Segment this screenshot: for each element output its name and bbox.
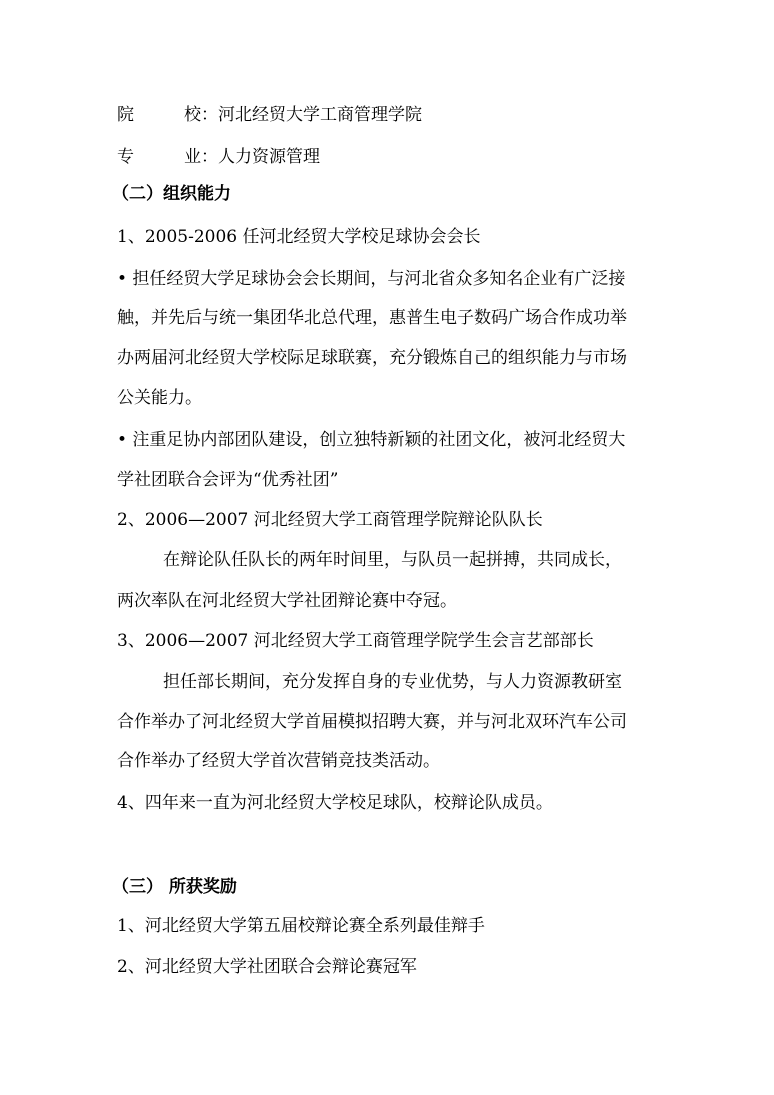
section2-heading: （二）组织能力 xyxy=(112,184,231,204)
section2-line: 办两届河北经贸大学校际足球联赛，充分锻炼自己的组织能力与市场 xyxy=(117,348,627,368)
section2-line: 1、2005-2006 任河北经贸大学校足球协会会长 xyxy=(117,227,481,247)
section2-line: 3、2006—2007 河北经贸大学工商管理学院学生会言艺部部长 xyxy=(117,631,594,651)
section2-line: • 注重足协内部团队建设，创立独特新颖的社团文化，被河北经贸大 xyxy=(117,430,626,450)
school-label-char2: 校： xyxy=(184,105,218,125)
section2-line: 学社团联合会评为“优秀社团” xyxy=(117,470,339,490)
major-value: 人力资源管理 xyxy=(218,147,320,167)
section2-line: 在辩论队任队长的两年时间里，与队员一起拼搏，共同成长， xyxy=(163,550,622,570)
school-value: 河北经贸大学工商管理学院 xyxy=(218,105,422,125)
section2-line: 2、2006—2007 河北经贸大学工商管理学院辩论队队长 xyxy=(117,510,543,530)
section2-line: 合作举办了河北经贸大学首届模拟招聘大赛，并与河北双环汽车公司 xyxy=(117,712,627,732)
section2-line: 担任部长期间，充分发挥自身的专业优势，与人力资源教研室 xyxy=(163,672,622,692)
major-row xyxy=(117,146,320,168)
section2-line: 合作举办了经贸大学首次营销竞技类活动。 xyxy=(117,751,440,771)
school-row xyxy=(117,104,422,126)
major-label-char2: 业： xyxy=(184,147,218,167)
section2-line: 公关能力。 xyxy=(117,388,202,408)
section3-heading: （三） 所获奖励 xyxy=(112,877,237,897)
section3-line: 1、河北经贸大学第五届校辩论赛全系列最佳辩手 xyxy=(117,916,485,936)
major-label-char1: 专 xyxy=(117,147,134,167)
section2-line: 两次率队在河北经贸大学社团辩论赛中夺冠。 xyxy=(117,591,457,611)
section2-line: • 担任经贸大学足球协会会长期间，与河北省众多知名企业有广泛接 xyxy=(117,269,626,289)
school-label-char1: 院 xyxy=(117,105,134,125)
section3-line: 2、河北经贸大学社团联合会辩论赛冠军 xyxy=(117,957,417,977)
section2-line: 触，并先后与统一集团华北总代理，惠普生电子数码广场合作成功举 xyxy=(117,308,627,328)
section2-line: 4、四年来一直为河北经贸大学校足球队，校辩论队成员。 xyxy=(117,793,553,813)
